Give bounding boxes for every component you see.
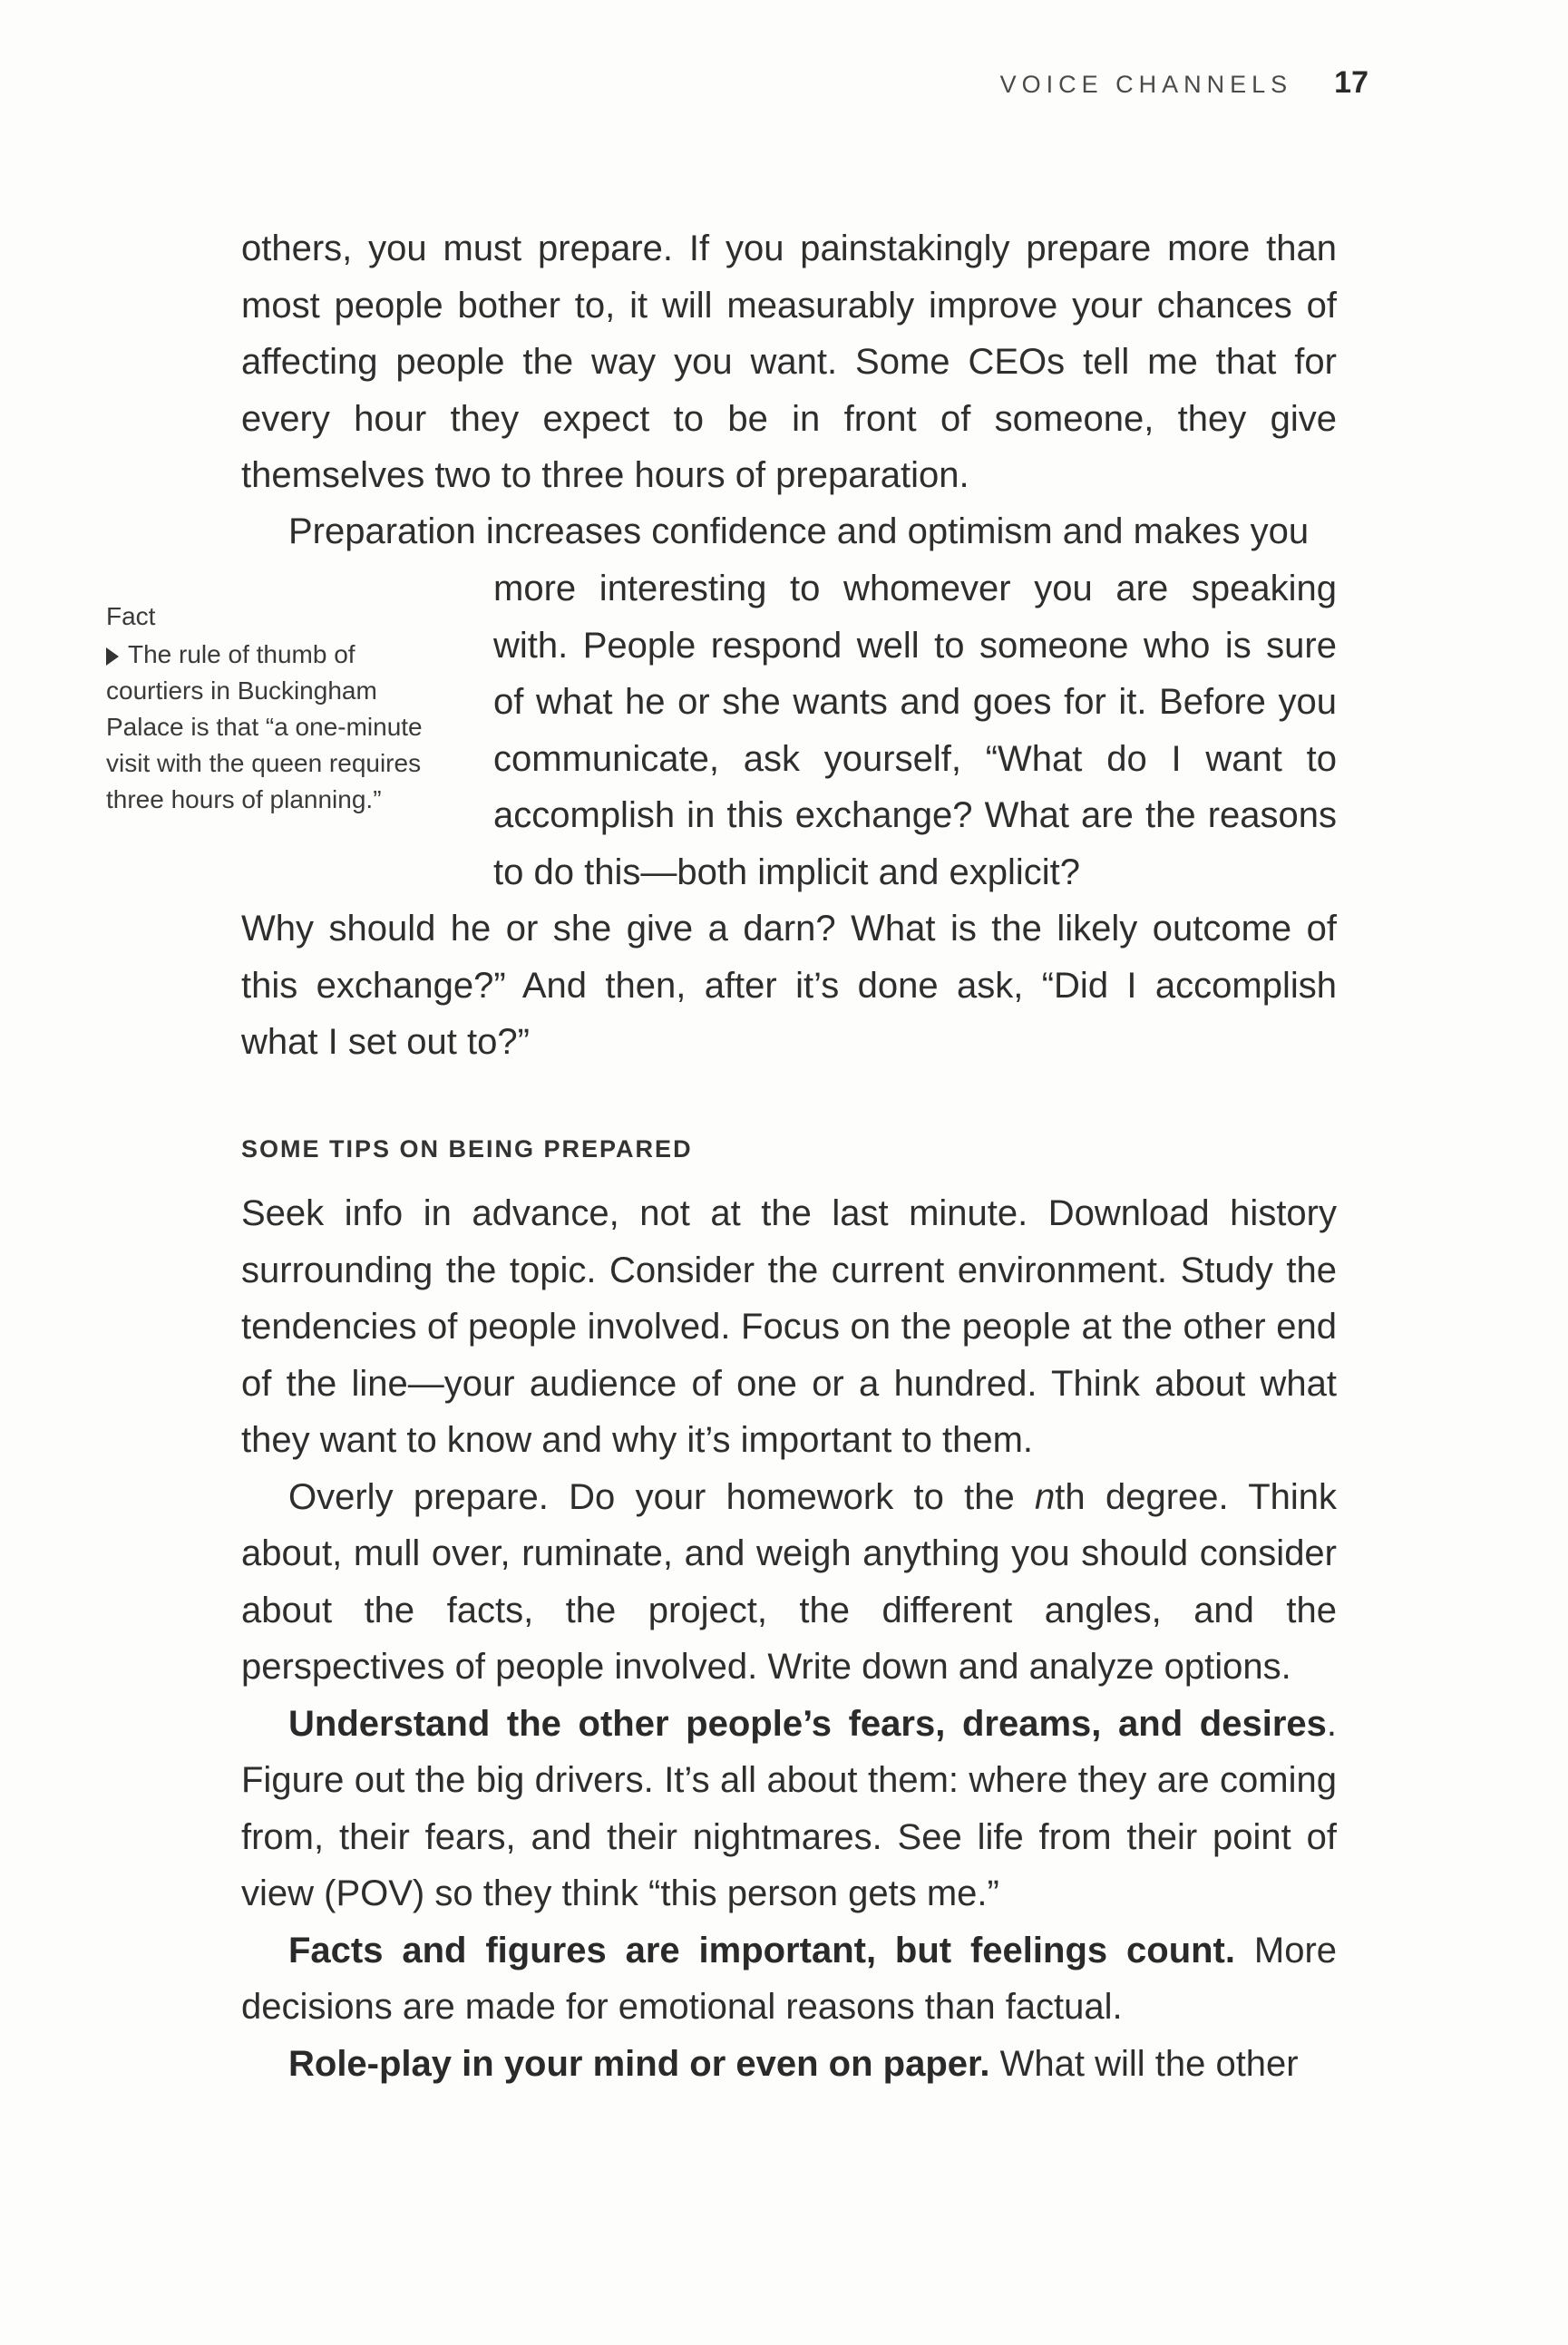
fact-sidebar (106, 598, 451, 818)
sidebar-label: Fact (106, 602, 156, 630)
body-paragraph-2-wrapped (493, 560, 1337, 900)
tip-paragraph (241, 1696, 1337, 1922)
body-paragraph-2-end (241, 900, 1337, 1071)
paragraph-text: others, you must prepare. If you painstakingly prepare more than most people bother to, it will measurably improve your chances of affecting people the way you want. Some CEOs tell me that for every hour they expect to be in front of someone, they give themselves two to three hours of preparation. (241, 229, 1337, 495)
tip-paragraph (241, 2036, 1337, 2093)
tip-text: Overly prepare. Do your homework to the (288, 1476, 1036, 1517)
tip-text: What will the other (989, 2043, 1299, 2084)
tip-paragraph (241, 1922, 1337, 2036)
tip-bold-lead: Role-play in your mind or even on paper. (288, 2043, 990, 2084)
arrow-icon (106, 647, 119, 666)
tip-bold-lead: Understand the other people’s fears, dreams, and desires (288, 1703, 1327, 1744)
tip-bold-lead: Facts and figures are important, but feelings count. (288, 1930, 1235, 1970)
running-header (1000, 65, 1368, 101)
tip-text: More decisions are made for emotional reasons than factual. (241, 1930, 1338, 2027)
paragraph-text: Preparation increases confidence and optimism and makes you (288, 511, 1310, 551)
paragraph-text: more interesting to whomever you are speaking with. People respond well to someone who is sure of what he or she wants and goes for it. Before you communicate, ask yourself, “What do I want to accomplish in this exchange? What are the reasons to do this—both implicit and explicit? (493, 569, 1337, 892)
body-paragraph-1 (241, 220, 1337, 504)
tip-text: th degree. Think about, mull over, ruminate, and weigh anything you should consider about the facts, the project, the different angles, and the perspectives of people involved. Write down and analyze options. (241, 1476, 1338, 1687)
tip-text: Seek info in advance, not at the last minute. Download history surrounding the topic. Consider the current environment. Study the tendencies of people involved. Focus on the people at the other end of the line—your audience of one or a hundred. Think about what they want to know and why it’s important to them. (241, 1193, 1337, 1460)
section-heading: SOME TIPS ON BEING PREPARED (241, 1135, 693, 1163)
paragraph-text: Why should he or she give a darn? What is the likely outcome of this exchange?” And then, after it’s done ask, “Did I accomplish what I set out to?” (241, 909, 1337, 1062)
tip-paragraph (241, 1185, 1337, 1469)
sidebar-text: The rule of thumb of courtiers in Buckingham Palace is that “a one-minute visit with the queen requires three hours of planning.” (106, 640, 423, 813)
running-head: VOICE CHANNELS (999, 71, 1293, 98)
tip-italic: n (1035, 1476, 1056, 1517)
page-number: 17 (1334, 65, 1368, 100)
body-paragraph-2-start (241, 503, 1337, 560)
tip-paragraph (241, 1469, 1337, 1696)
tips-section (241, 1185, 1337, 2092)
tip-text: . Figure out the big drivers. It’s all about them: where they are coming from, their fears, and their nightmares. See life from their point of view (POV) so they think “this person gets me.” (241, 1703, 1337, 1913)
